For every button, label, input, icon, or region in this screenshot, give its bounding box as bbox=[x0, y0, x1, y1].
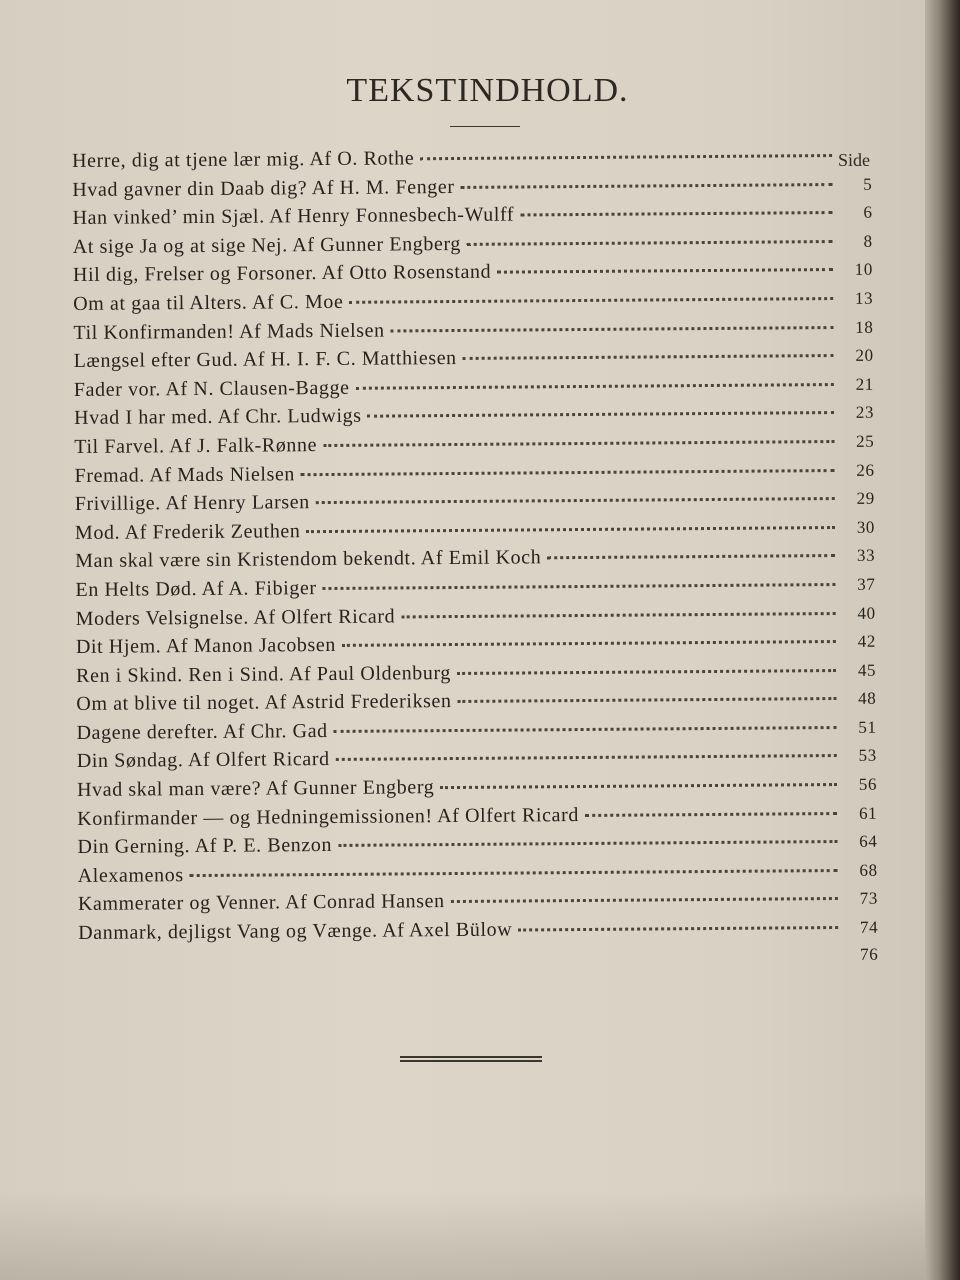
toc-entry-page: 5 bbox=[863, 174, 873, 194]
dot-leader bbox=[497, 268, 833, 274]
toc-entry-page: 40 bbox=[857, 603, 876, 623]
dot-leader bbox=[463, 354, 834, 360]
toc-entry-title: En Helts Død. Af A. Fibiger bbox=[75, 576, 317, 601]
dot-leader bbox=[301, 469, 835, 476]
toc-entry-title: Kammerater og Venner. Af Conrad Hansen bbox=[77, 890, 445, 916]
toc-entry-title: Dagene derefter. Af Chr. Gad bbox=[76, 719, 328, 744]
toc-entry-page: 45 bbox=[857, 660, 877, 680]
title-underline bbox=[450, 126, 520, 127]
dot-leader bbox=[356, 383, 834, 390]
toc-entry-page: 56 bbox=[858, 774, 878, 794]
dot-leader bbox=[518, 926, 838, 932]
toc-entry-title: Om at blive til noget. Af Astrid Frederiksen bbox=[76, 690, 452, 716]
toc-entry-title: Mod. Af Frederik Zeuthen bbox=[74, 519, 301, 544]
toc-entry-page: 61 bbox=[858, 803, 878, 823]
dot-leader bbox=[190, 869, 838, 877]
toc-entry-title: Ren i Skind. Ren i Sind. Af Paul Oldenburg bbox=[76, 661, 452, 687]
toc-entry-page: 53 bbox=[858, 746, 877, 766]
toc-entry-page: 20 bbox=[855, 345, 874, 366]
toc-entry-page: 42 bbox=[857, 631, 876, 651]
toc-entry-title: Om at gaa til Alters. Af C. Moe bbox=[73, 290, 344, 315]
toc-entry-page: 73 bbox=[859, 889, 878, 909]
closing-double-rule bbox=[400, 1056, 542, 1062]
toc-entry-page: 29 bbox=[856, 488, 875, 508]
toc-entry-title: Frivillige. Af Henry Larsen bbox=[74, 491, 310, 516]
toc-entry-title: Konfirmander — og Hedningemissionen! Af Olfert Ricard bbox=[77, 803, 580, 830]
toc-entry-page: 18 bbox=[855, 317, 874, 337]
toc-entry-title: Din Søndag. Af Olfert Ricard bbox=[76, 748, 330, 773]
dot-leader bbox=[457, 669, 836, 675]
dot-leader bbox=[585, 812, 837, 817]
dot-leader bbox=[440, 783, 837, 789]
toc-entry-title: Til Konfirmanden! Af Mads Nielsen bbox=[73, 319, 385, 344]
dot-leader bbox=[334, 726, 837, 733]
toc-entry-title: Alexamenos bbox=[77, 863, 184, 887]
dot-leader bbox=[323, 583, 836, 590]
page-title: TEKSTINDHOLD. bbox=[346, 72, 629, 109]
dot-leader bbox=[316, 497, 835, 504]
toc-entry-page: 13 bbox=[854, 288, 874, 308]
dot-leader bbox=[342, 640, 836, 647]
toc-entry-title: Han vinked’ min Sjæl. Af Henry Fonnesbech-Wulff bbox=[72, 203, 515, 230]
dot-leader bbox=[306, 526, 835, 533]
toc-entry-page: 48 bbox=[858, 688, 877, 709]
toc-entry-title: Til Farvel. Af J. Falk-Rønne bbox=[74, 434, 318, 458]
toc-entry-page: 25 bbox=[856, 431, 875, 451]
blank-leader bbox=[84, 956, 838, 962]
toc-entry-page: 64 bbox=[859, 831, 878, 852]
dot-leader bbox=[336, 754, 837, 761]
toc-entry-title: Din Gerning. Af P. E. Benzon bbox=[77, 834, 333, 859]
toc-entry-title: Danmark, dejligst Vang og Vænge. Af Axel Bülow bbox=[78, 918, 513, 945]
toc-entry-title: Man skal være sin Kristendom bekendt. Af Emil Koch bbox=[75, 546, 542, 573]
toc-entry-page: 33 bbox=[856, 546, 876, 566]
toc-entry-title: Hvad gavner din Daab dig? Af H. M. Fenger bbox=[72, 175, 455, 201]
toc-trailing-page: 76 bbox=[860, 944, 879, 964]
dot-leader bbox=[461, 183, 833, 189]
toc-entry-page: 51 bbox=[858, 717, 877, 737]
toc-trailing-row bbox=[78, 944, 878, 979]
dot-leader bbox=[349, 297, 833, 304]
toc-entry-page: 8 bbox=[863, 231, 873, 251]
toc-entry-page: 10 bbox=[854, 260, 874, 280]
toc-entry-page: 37 bbox=[857, 574, 876, 594]
book-binding-edge bbox=[925, 0, 960, 1280]
dot-leader bbox=[467, 240, 833, 246]
toc-entry-page: 30 bbox=[856, 517, 876, 537]
toc-entry-title: At sige Ja og at sige Nej. Af Gunner Engberg bbox=[72, 232, 462, 258]
toc-entry-page: 74 bbox=[859, 917, 879, 937]
toc-entry-page: 21 bbox=[855, 374, 874, 394]
toc-entry-title: Moders Velsignelse. Af Olfert Ricard bbox=[75, 604, 396, 630]
side-column-label: Side bbox=[838, 150, 871, 170]
dot-leader bbox=[368, 411, 835, 418]
dot-leader bbox=[338, 840, 837, 847]
toc-entry-title: Hil dig, Frelser og Forsoner. Af Otto Rosenstand bbox=[72, 261, 492, 287]
toc-entry-title: Fader vor. Af N. Clausen-Bagge bbox=[73, 376, 350, 401]
dot-leader bbox=[401, 612, 835, 618]
toc-entry-title: Længsel efter Gud. Af H. I. F. C. Matthiesen bbox=[73, 347, 457, 373]
dot-leader bbox=[451, 897, 838, 903]
toc-entry-title: Herre, dig at tjene lær mig. Af O. Rothe bbox=[72, 147, 415, 172]
table-of-contents bbox=[72, 144, 878, 979]
toc-entry-page: 26 bbox=[856, 460, 875, 480]
toc-entry-page: 68 bbox=[859, 860, 878, 880]
dot-leader bbox=[520, 211, 832, 216]
dot-leader bbox=[420, 154, 832, 160]
dot-leader bbox=[391, 326, 834, 332]
toc-entry-page: 6 bbox=[863, 202, 873, 222]
toc-entry-page: 23 bbox=[855, 403, 875, 423]
toc-entry-title: Fremad. Af Mads Nielsen bbox=[74, 462, 296, 487]
toc-entry-title: Dit Hjem. Af Manon Jacobsen bbox=[75, 634, 337, 659]
toc-entry-title: Hvad skal man være? Af Gunner Engberg bbox=[76, 776, 435, 802]
dot-leader bbox=[323, 440, 834, 447]
dot-leader bbox=[458, 697, 837, 703]
dot-leader bbox=[547, 554, 835, 559]
page-shadow bbox=[0, 1190, 925, 1280]
toc-entry-title: Hvad I har med. Af Chr. Ludwigs bbox=[74, 405, 362, 430]
